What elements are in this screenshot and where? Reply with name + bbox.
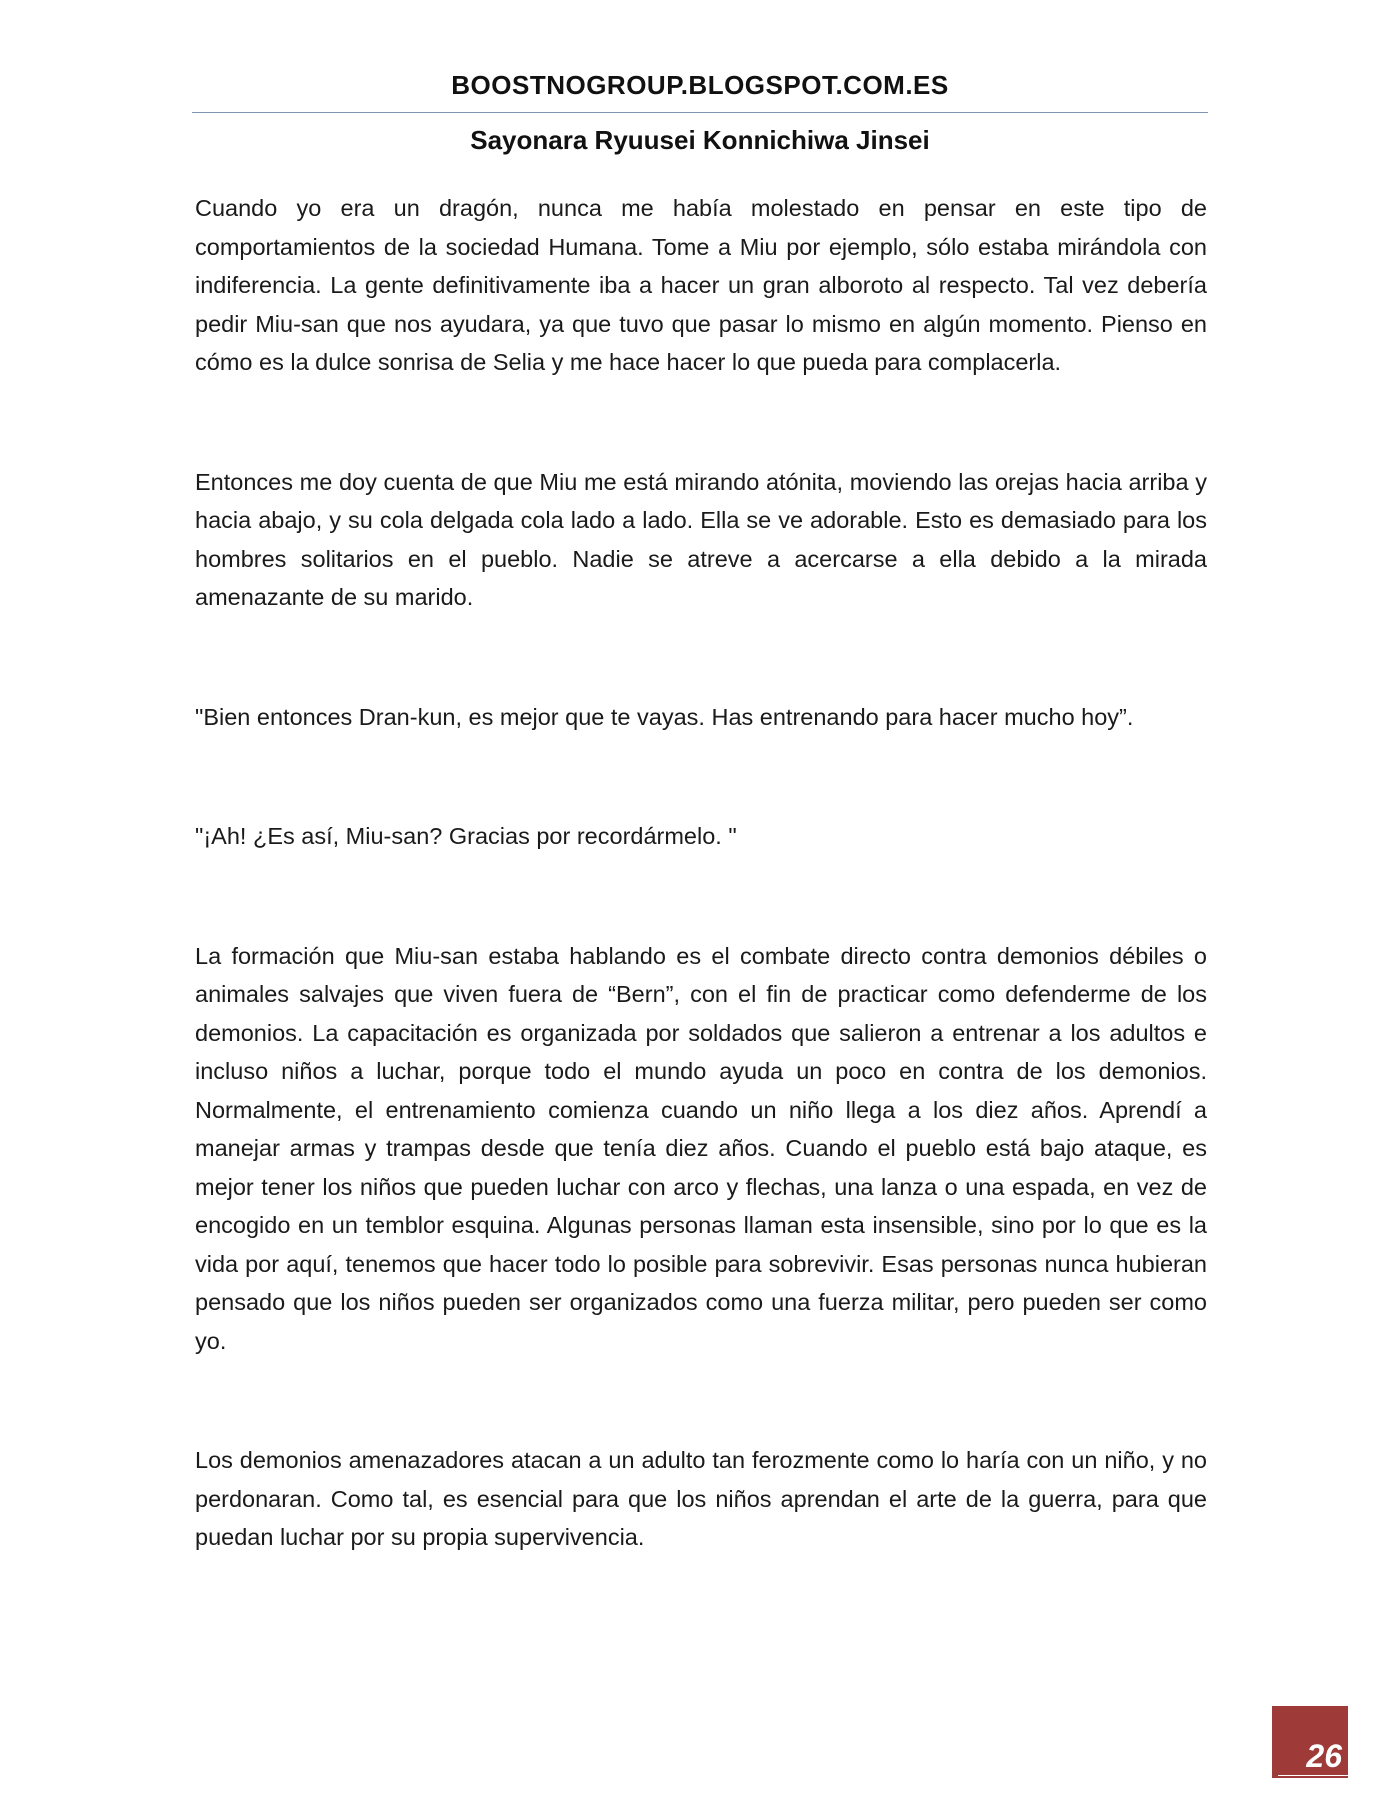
paragraph: "Bien entonces Dran-kun, es mejor que te vayas. Has entrenando para hacer mucho hoy”. <box>195 703 1134 730</box>
paragraph: "¡Ah! ¿Es así, Miu-san? Gracias por recordármelo. " <box>195 823 737 849</box>
paragraph: Entonces me doy cuenta de que Miu me está mirando atónita, moviendo las orejas hacia arriba y hacia abajo, y su cola delgada cola lado a lado. Ella se ve adorable. Esto es demasiado para los hombres solitarios en el pueblo. Nadie se atreve a acercarse a ella debido a la mirada amenazante de su marido. <box>195 468 1207 610</box>
paragraph: La formación que Miu-san estaba hablando es el combate directo contra demonios débiles o animales salvajes que viven fuera de “Bern”, con el fin de practicar como defenderme de los demonios. La capacitación es organizada por soldados que salieron a entrenar a los adultos e incluso niños a luchar, porque todo el mundo ayuda un poco en contra de los demonios. Normalmente, el entrenamiento comienza cuando un niño llega a los diez años. Aprendí a manejar armas y trampas desde que tenía diez años. Cuando el pueblo está bajo ataque, es mejor tener los niños que pueden luchar con arco y flechas, una lanza o una espada, en vez de encogido en un temblor esquina. Algunas personas llaman esta insensible, sino por lo que es la vida por aquí, tenemos que hacer todo lo posible para sobrevivir. Esas personas nunca hubieran pensado que los niños pueden ser organizados como una fuerza militar, pero pueden ser como yo. <box>195 942 1207 1354</box>
page-header <box>192 68 1208 157</box>
book-title: Sayonara Ryuusei Konnichiwa Jinsei <box>470 125 930 155</box>
body-text <box>195 189 1207 1557</box>
page-number-badge <box>1272 1706 1348 1778</box>
page-number-underline <box>1278 1775 1348 1776</box>
header-divider <box>192 112 1208 113</box>
site-title: BOOSTNOGROUP.BLOGSPOT.COM.ES <box>451 70 949 100</box>
page-number: 26 <box>1306 1738 1342 1774</box>
paragraph: Cuando yo era un dragón, nunca me había molestado en pensar en este tipo de comportamientos de la sociedad Humana. Tome a Miu por ejemplo, sólo estaba mirándola con indiferencia. La gente definitivamente iba a hacer un gran alboroto al respecto. Tal vez debería pedir Miu-san que nos ayudara, ya que tuvo que pasar lo mismo en algún momento. Pienso en cómo es la dulce sonrisa de Selia y me hace hacer lo que pueda para complacerla. <box>195 195 1207 375</box>
paragraph: Los demonios amenazadores atacan a un adulto tan ferozmente como lo haría con un niño, y no perdonaran. Como tal, es esencial para que los niños aprendan el arte de la guerra, para que puedan luchar por su propia supervivencia. <box>195 1447 1207 1550</box>
